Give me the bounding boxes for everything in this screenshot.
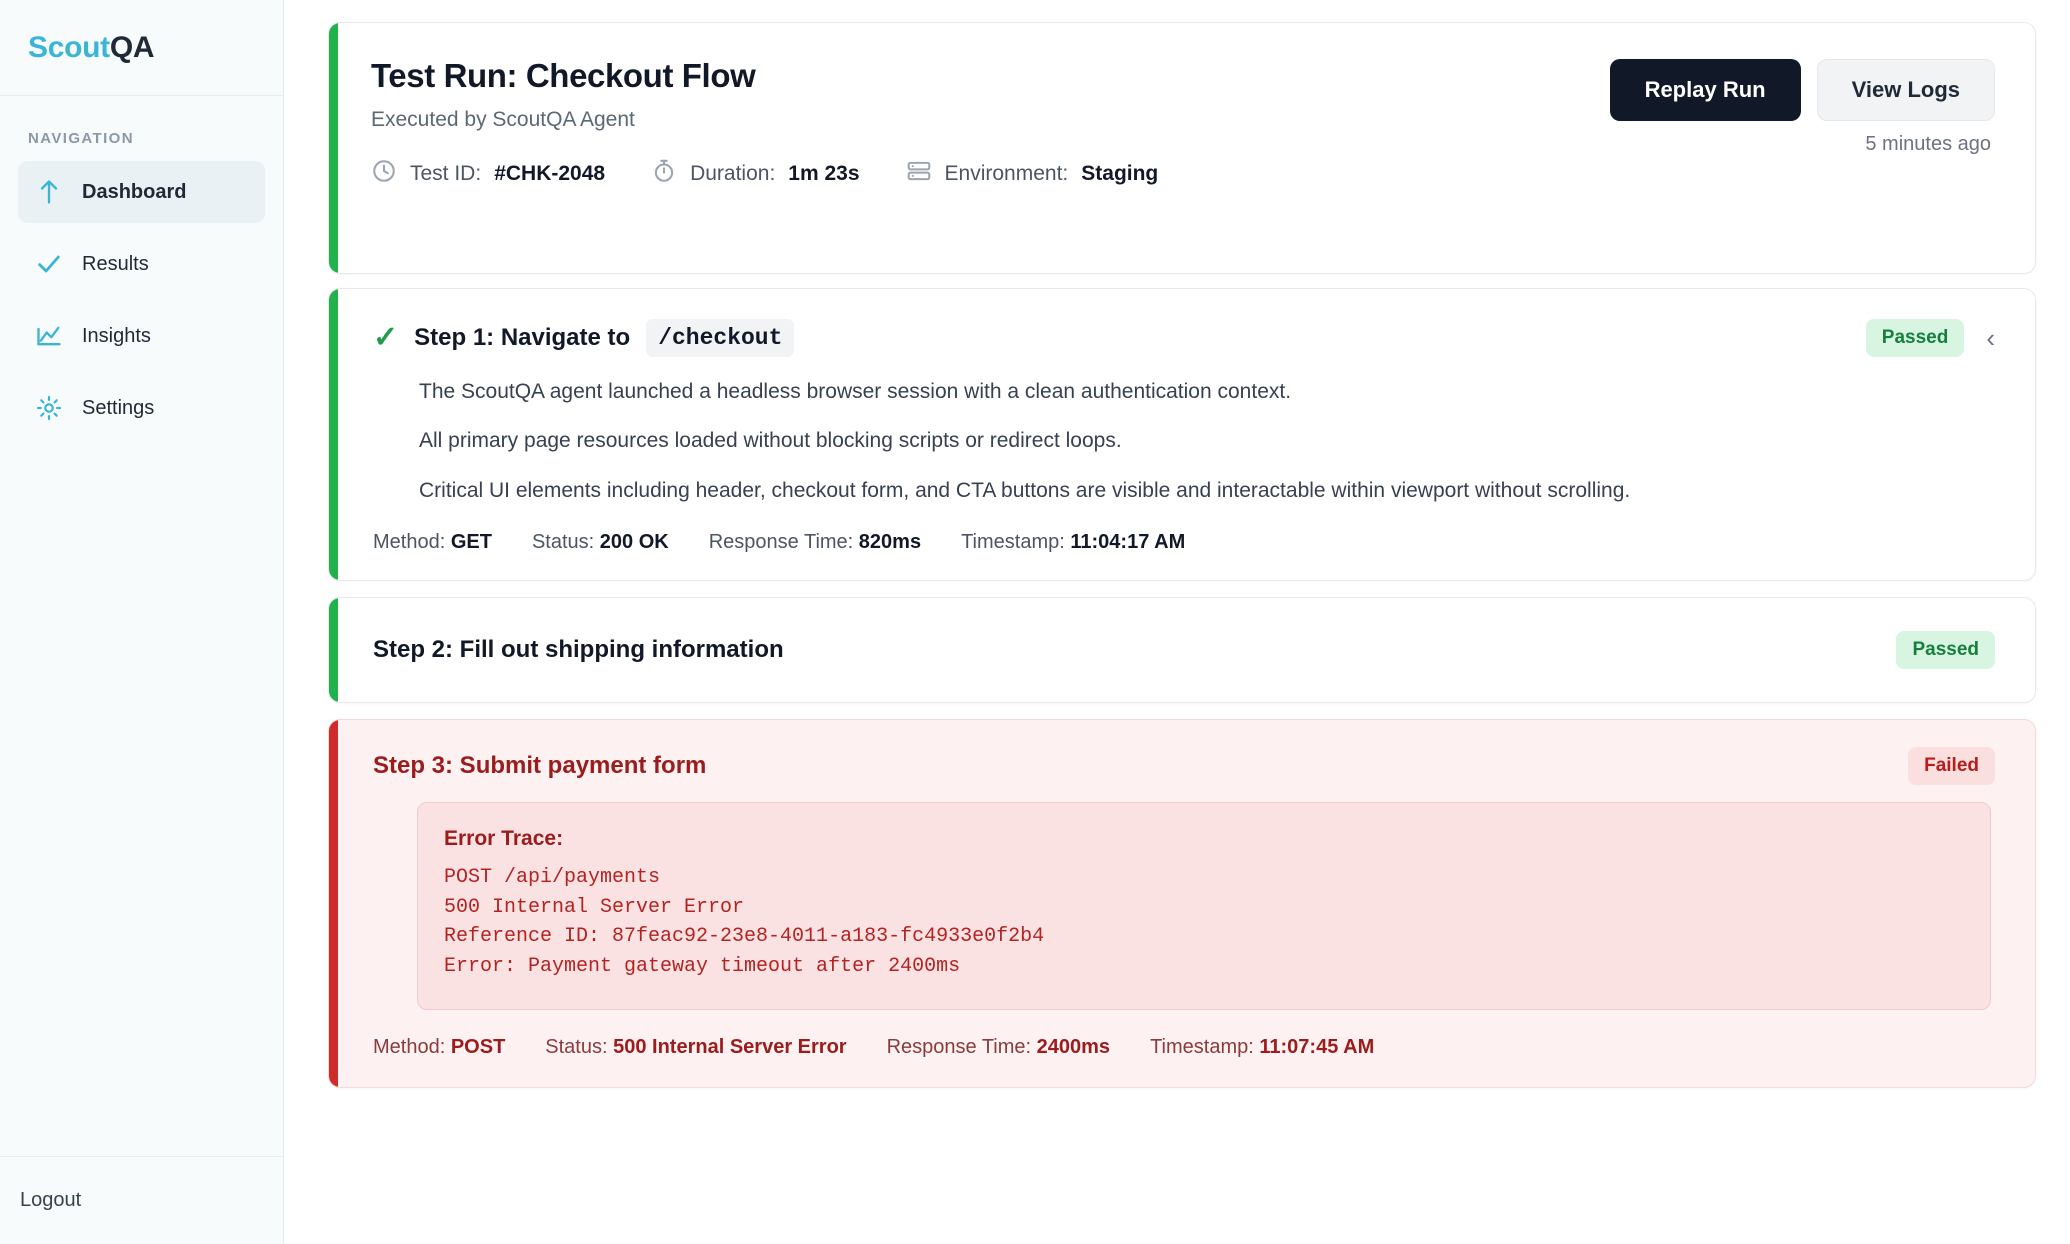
detail-status (545, 1036, 846, 1059)
app-logo (0, 0, 283, 96)
gear-icon (34, 393, 64, 423)
meta-label: Test ID: (410, 162, 482, 185)
detail-label: Method: (373, 531, 446, 554)
step-header-right (1866, 319, 1995, 357)
detail-value: 820ms (858, 531, 922, 554)
step-body (373, 378, 1995, 505)
detail-method (373, 1036, 505, 1059)
clock-icon (371, 158, 397, 190)
detail-value: 2400ms (1036, 1036, 1111, 1059)
step-header[interactable] (373, 636, 1995, 664)
meta-test-id (371, 158, 605, 190)
sidebar-item-dashboard[interactable] (18, 161, 265, 223)
navigation-section-label: NAVIGATION (28, 130, 134, 147)
step-paragraph: The ScoutQA agent launched a headless browser session with a clean authentication context. (419, 380, 1292, 403)
meta-value: #CHK-2048 (494, 162, 606, 185)
detail-label: Timestamp: (1150, 1036, 1254, 1059)
status-accent-bar (329, 598, 338, 702)
run-meta-row (371, 158, 1995, 190)
step-title: Step 3: Submit payment form (373, 752, 707, 780)
home-icon (34, 177, 64, 207)
run-timestamp: 5 minutes ago (1865, 133, 1991, 155)
status-badge: Passed (1866, 319, 1965, 357)
detail-value: GET (450, 531, 492, 554)
meta-value: Staging (1081, 162, 1159, 185)
page-title: Test Run: Checkout Flow (371, 57, 756, 94)
meta-value: 1m 23s (788, 162, 860, 185)
server-icon (906, 158, 932, 190)
step-title: Step 2: Fill out shipping information (373, 636, 784, 664)
detail-label: Timestamp: (961, 531, 1065, 554)
status-accent-bar (329, 23, 338, 273)
step-card-3 (328, 719, 2036, 1088)
sidebar-nav (0, 161, 283, 449)
detail-label: Method: (373, 1036, 446, 1059)
sidebar-item-label: Settings (82, 396, 155, 419)
step-target-path: /checkout (646, 319, 794, 357)
step-header-right (1896, 631, 1995, 669)
meta-duration (651, 158, 859, 190)
sidebar-item-insights[interactable] (18, 305, 265, 367)
replay-run-button[interactable]: Replay Run (1610, 59, 1801, 121)
step-title: Step 1: Navigate to (414, 324, 631, 351)
test-run-header-card (328, 22, 2036, 274)
meta-label: Duration: (690, 162, 776, 185)
meta-label: Environment: (944, 162, 1069, 185)
sidebar-item-results[interactable] (18, 233, 265, 295)
executed-by-label: Executed by ScoutQA Agent (371, 108, 635, 131)
detail-value: 200 OK (599, 531, 669, 554)
logo-text-primary: Scout (28, 30, 110, 64)
main-content (284, 0, 2070, 1244)
step-card-2[interactable] (328, 597, 2036, 703)
error-line: POST /api/payments (444, 866, 661, 890)
view-logs-button[interactable]: View Logs (1817, 59, 1995, 121)
detail-label: Status: (545, 1036, 608, 1059)
detail-value: 500 Internal Server Error (613, 1036, 847, 1059)
logout-button[interactable] (0, 1156, 283, 1244)
detail-label: Response Time: (708, 531, 854, 554)
check-icon (34, 249, 64, 279)
error-line: 500 Internal Server Error (444, 895, 745, 919)
status-accent-bar (329, 720, 338, 1087)
sidebar-item-settings[interactable] (18, 377, 265, 439)
detail-label: Status: (531, 531, 595, 554)
detail-timestamp (961, 531, 1185, 554)
meta-environment (906, 158, 1159, 190)
status-badge: Passed (1896, 631, 1995, 669)
status-accent-bar (329, 289, 338, 580)
chevron-collapse-icon[interactable]: ‹ (1986, 323, 1995, 353)
logo-text-secondary: QA (109, 30, 155, 64)
step-detail-row (373, 531, 1995, 554)
detail-value: 11:04:17 AM (1070, 531, 1186, 554)
detail-response-time (709, 531, 921, 554)
sidebar-item-label: Insights (82, 324, 151, 347)
check-icon: ✓ (373, 321, 399, 354)
step-paragraph: Critical UI elements including header, checkout form, and CTA buttons are visible and interactable within viewport without scrolling. (419, 478, 1631, 502)
sidebar-item-label: Results (82, 252, 149, 275)
status-badge: Failed (1908, 747, 1995, 785)
step-card-1 (328, 288, 2036, 581)
detail-label: Response Time: (886, 1036, 1032, 1059)
step-header[interactable] (373, 752, 1995, 780)
step-header[interactable] (373, 319, 1995, 357)
sidebar-item-label: Dashboard (82, 180, 187, 203)
detail-response-time (887, 1036, 1110, 1059)
detail-value: POST (450, 1036, 506, 1059)
detail-timestamp (1150, 1036, 1374, 1059)
detail-method (373, 531, 492, 554)
header-actions (1610, 59, 1995, 121)
detail-status (532, 531, 669, 554)
logout-label: Logout (20, 1189, 82, 1211)
detail-value: 11:07:45 AM (1259, 1036, 1375, 1059)
error-line: Error: Payment gateway timeout after 2400ms (444, 954, 961, 978)
chart-line-icon (34, 321, 64, 351)
error-trace-box (417, 802, 1991, 1010)
error-line: Reference ID: 87feac92-23e8-4011-a183-fc4933e0f2b4 (444, 925, 1045, 949)
sidebar (0, 0, 284, 1244)
stopwatch-icon (651, 158, 677, 190)
step-paragraph: All primary page resources loaded without blocking scripts or redirect loops. (419, 429, 1122, 453)
step-detail-row (373, 1036, 1995, 1059)
step-header-right (1908, 747, 1995, 785)
error-trace-label: Error Trace: (444, 827, 564, 851)
